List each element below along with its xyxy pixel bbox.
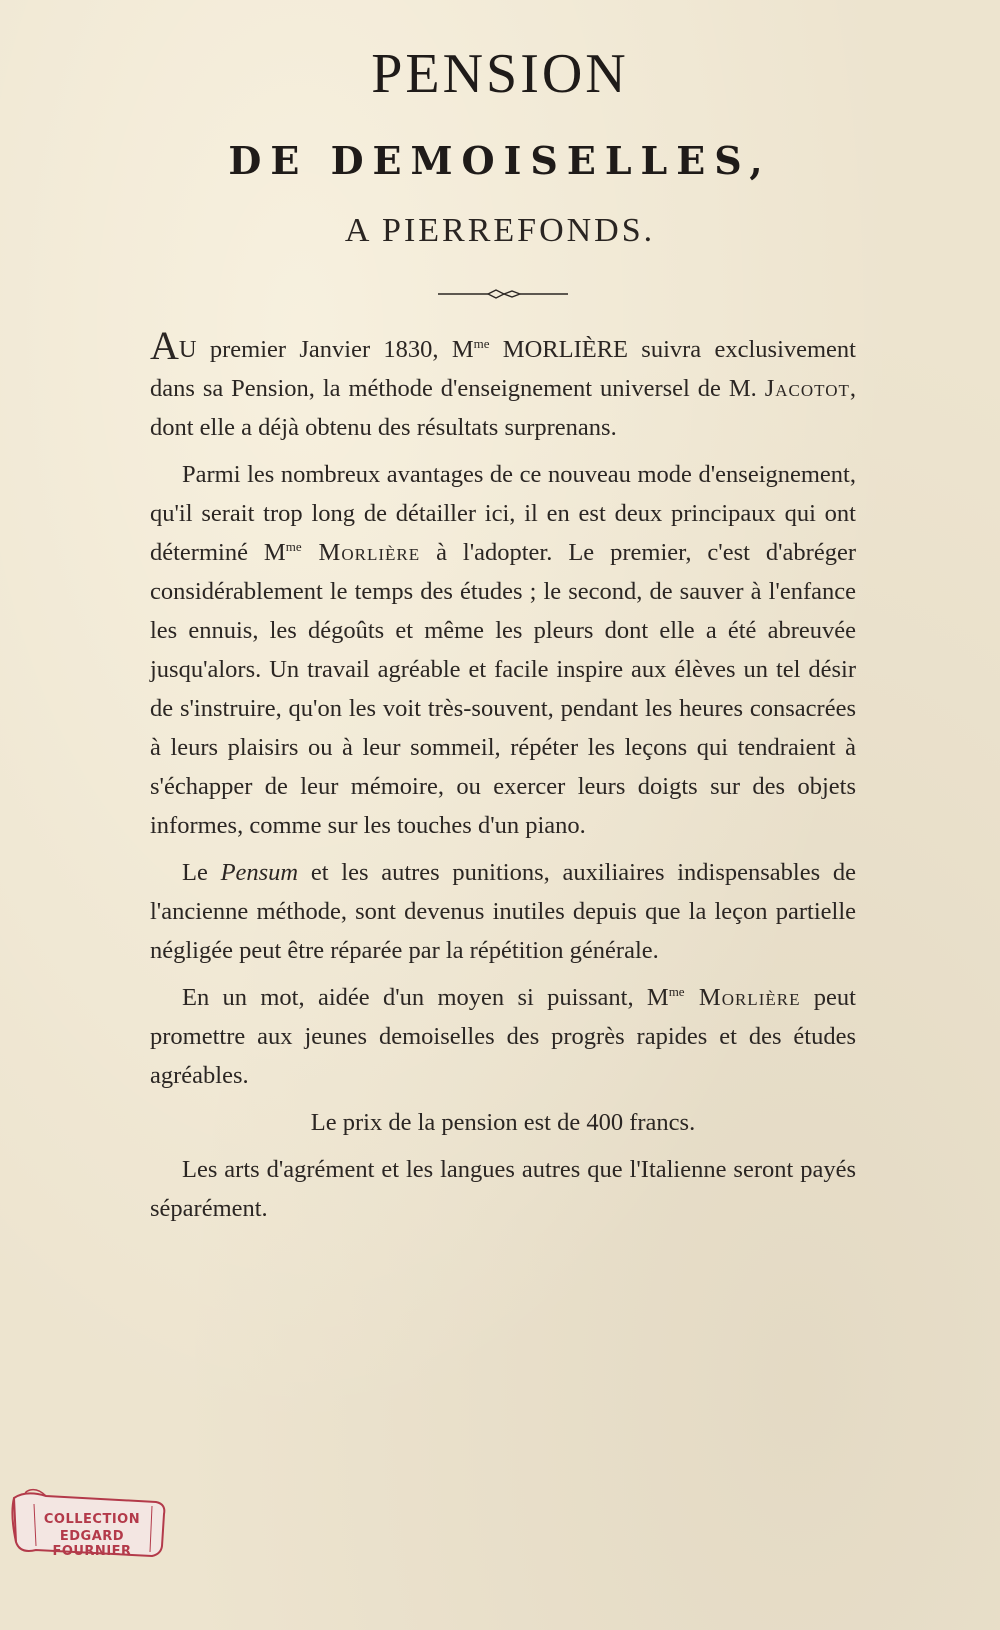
document-place: A PIERREFONDS. (344, 212, 656, 249)
name-morliere: Morlière (684, 984, 801, 1011)
name-morliere: Morlière (301, 539, 421, 566)
paragraph-3-text-a: Le (182, 859, 221, 886)
document-body (150, 323, 856, 1236)
superscript-me: me (668, 983, 685, 999)
stamp-line-1: COLLECTION (43, 1512, 141, 1527)
paragraph-1-text-b: MORLIÈRE suivra exclusivement dans sa Pension, la méthode d'enseignement universel de M. (150, 336, 856, 402)
paragraph-2 (150, 455, 856, 845)
paragraph-2-text-b: à l'adopter. Le premier, c'est d'abréger considérablement le temps des études ; le second, de sauver à l'enfance les ennuis, les dégoûts et même les pleurs dont elle a été abreuvée jusqu'alors. Un travail agréable et facile inspire aux élèves un tel désir de s'instruire, qu'on les voit très-souvent, pendant les heures consacrées à leurs plaisirs ou à leur sommeil, répéter les leçons qui tendraient à s'échapper de leur mémoire, ou exercer leurs doigts sur des objets informes, comme sur les touches d'un piano. (150, 539, 856, 839)
paragraph-4-text-a: En un mot, aidée d'un moyen si puissant, M (182, 984, 669, 1011)
paragraph-1-text-a: U premier Janvier 1830, M (178, 336, 474, 363)
paragraph-5-price: Le prix de la pension est de 400 francs. (310, 1109, 696, 1136)
stamp-line-2: EDGARD FOURNIER (52, 1529, 132, 1559)
paragraph-3-text-b: et les autres punitions, auxiliaires indispensables de l'ancienne méthode, sont devenus inutiles depuis que la leçon partielle négligée peut être réparée par la répétition générale. (150, 859, 856, 964)
superscript-me: me (285, 538, 302, 554)
name-jacotot: Jacotot (764, 375, 850, 402)
paragraph-1-text-c: , dont elle a déjà obtenu des résultats surprenans. (150, 375, 856, 441)
paragraph-6: Les arts d'agrément et les langues autres que l'Italienne seront payés séparément. (150, 1156, 856, 1222)
paragraph-4-text-b: peut promettre aux jeunes demoiselles des progrès rapides et des études agréables. (150, 984, 856, 1089)
document-title: PENSION (371, 43, 629, 105)
paragraph-1 (150, 323, 856, 447)
paragraph-2-text-a: Parmi les nombreux avantages de ce nouveau mode d'enseignement, qu'il serait trop long de détailler ici, il en est deux principaux qui ont déterminé M (150, 461, 856, 566)
paragraph-3 (150, 853, 856, 970)
paragraph-4 (150, 978, 856, 1095)
document-subtitle: DE DEMOISELLES, (228, 138, 772, 183)
superscript-me: me (473, 335, 490, 351)
pensum-italic: Pensum (220, 859, 299, 886)
drop-cap: A (150, 323, 179, 368)
ornament-divider (438, 287, 568, 301)
